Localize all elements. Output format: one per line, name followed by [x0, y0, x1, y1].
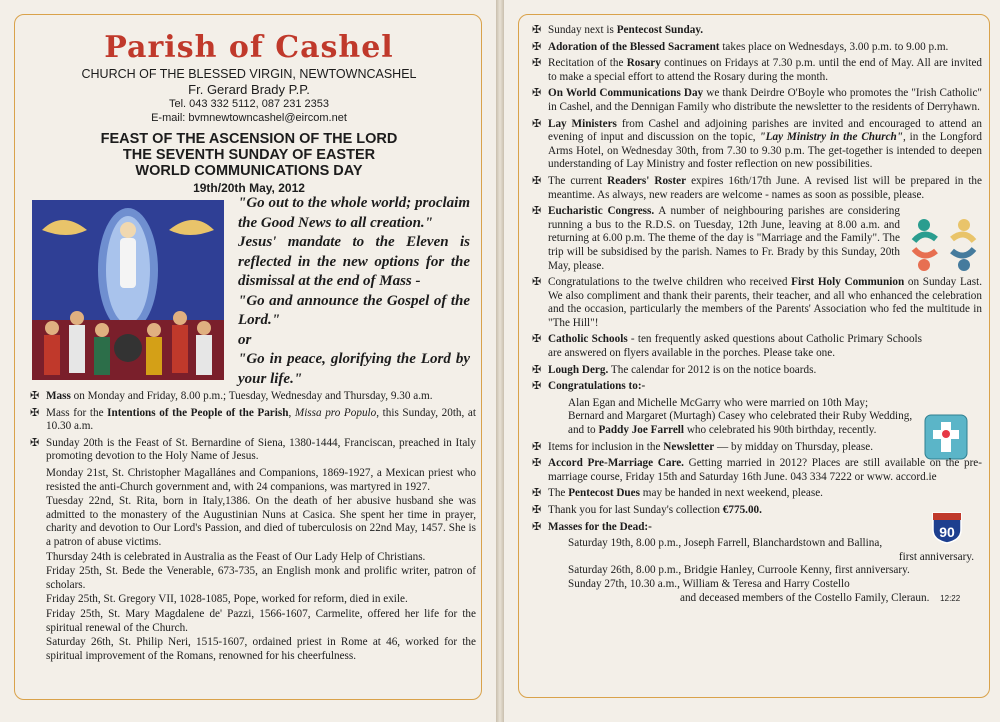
- cross-icon: ✠: [532, 333, 542, 346]
- cross-icon: ✠: [532, 380, 542, 393]
- page-fold: [496, 0, 504, 722]
- saint-friday-mary: Friday 25th, St. Mary Magdalene de' Pazzi, 1566-1607, Carmelite, offered her life for the spiritual renewal of the Church.: [46, 607, 476, 634]
- email: E-mail: bvmnewtowncashel@eircom.net: [151, 112, 347, 124]
- cross-icon: ✠: [532, 87, 542, 100]
- newsletter-header: [14, 22, 484, 195]
- church-name: CHURCH OF THE BLESSED VIRGIN, NEWTOWNCASHEL: [81, 67, 417, 81]
- cross-icon: ✠: [532, 205, 542, 218]
- mass-sunday-27: Sunday 27th, 10.30 a.m., William & Teresa and Harry Costello: [568, 577, 850, 590]
- saint-monday: Monday 21st, St. Christopher Magallánes and Companions, 1869-1927, a Mexican priest who resisted the anti-Church government and, with 24 companions, was martyred in 1927.: [46, 466, 476, 493]
- notice-catholic-schools: ✠ Catholic Schools - ten frequently asked questions about Catholic Primary Schools are answered on flyers available in the porches. Please take one.: [532, 333, 922, 360]
- cross-icon: ✠: [532, 457, 542, 470]
- cross-icon: ✠: [532, 40, 542, 53]
- cross-icon: ✠: [532, 24, 542, 36]
- notice-eucharistic-congress: ✠ Eucharistic Congress. A number of neighbouring parishes are considering running a bus to the R.D.S. on Tuesday, 12th June, leaving at 8.00 a.m. and returning at 6.00 p.m. The theme of the day is "Marriage and the Family". The trip will be subsidised by the parish. Names to Fr. Brady by this Sunday, 20th May, please.: [532, 205, 982, 273]
- notice-collection: ✠ Thank you for last Sunday's collection €775.00.: [532, 504, 762, 516]
- notice-pentecost: ✠ Sunday next is Pentecost Sunday.: [532, 24, 704, 36]
- saint-friday-bede: Friday 25th, St. Bede the Venerable, 673-735, an English monk and prolific writer, patron of scholars.: [46, 565, 476, 591]
- quote-line-1: "Go out to the whole world; proclaim the Good News to all creation.": [238, 195, 470, 231]
- eucharistic-congress-logo-icon: [910, 211, 978, 279]
- notice-first-communion: ✠ Congratulations to the twelve children who received First Holy Communion on Sunday Last. We also compliment and thank their parents, their teacher, and all who enhanced the celebration and the occasion, particularly the members of the Parents' Association who fed the multitude in "The Hill"!: [532, 276, 983, 329]
- cross-icon: ✠: [532, 174, 542, 187]
- priest-name: Fr. Gerard Brady P.P.: [188, 82, 310, 97]
- congrats-ruby-wedding: Bernard and Margaret (Murtagh) Casey who celebrated their Ruby Wedding,: [568, 410, 913, 423]
- parish-title: Parish of Cashel: [104, 30, 394, 65]
- left-notices: [30, 390, 476, 664]
- cross-icon: ✠: [30, 436, 40, 449]
- notice-saints: ✠ Sunday 20th is the Feast of St. Bernardine of Siena, 1380-1444, Franciscan, preached in Italy promoting devotion to the Holy Name of Jesus.: [30, 436, 476, 463]
- cross-icon: ✠: [532, 276, 542, 289]
- cross-icon: ✠: [30, 406, 40, 419]
- saint-friday-gregory: Friday 25th, St. Gregory VII, 1028-1085, Pope, worked for reform, died in exile.: [46, 593, 408, 606]
- feast-title: FEAST OF THE ASCENSION OF THE LORD: [100, 131, 398, 147]
- cross-icon: ✠: [532, 57, 542, 70]
- notice-readers-roster: ✠ The current Readers' Roster expires 16th/17th June. A revised list will be prepared in the meantime. As always, new readers are welcome - names as soon as possible, please.: [532, 174, 982, 201]
- cross-icon: ✠: [532, 440, 542, 453]
- feast-day: WORLD COMMUNICATIONS DAY: [135, 163, 363, 179]
- notice-rosary: ✠ Recitation of the Rosary continues on Fridays at 7.30 p.m. until the end of May. All are invited to make a special effort to attend the Rosary during the month.: [532, 57, 982, 83]
- notice-masses-for-dead: ✠ Masses for the Dead:-: [532, 520, 652, 533]
- quote-line-4: or: [238, 331, 252, 348]
- cross-icon: ✠: [532, 117, 542, 130]
- page-code: 12:22: [940, 593, 961, 603]
- right-notices: [532, 24, 982, 605]
- saint-tuesday: Tuesday 22nd, St. Rita, born in Italy,1386. On the death of her abusive husband she was admitted to the monastery of the Augustinian Nuns at Casica. She spent her time in prayer, charity and devotion to Our Lord's Passion, and died of tuberculosis on 22nd May, 1457. She is a patron of abuse victims.: [46, 495, 476, 548]
- mass-sunday-27-family: and deceased members of the Costello Family, Cleraun. 12:22: [680, 591, 961, 604]
- notice-communications-day: ✠ On World Communications Day we thank Deirdre O'Boyle who promotes the "Irish Catholic" in Cashel, and the Dennigan Family who distribute the newsletter to the residents of Derryhawn.: [532, 87, 982, 113]
- cross-icon: ✠: [30, 390, 40, 402]
- quote-line-3: "Go and announce the Gospel of the Lord.": [238, 292, 470, 328]
- notice-intentions: ✠ Mass for the Intentions of the People of the Parish, Missa pro Populo, this Sunday, 20th, at 10.30 a.m.: [30, 406, 477, 433]
- notice-pentecost-dues: ✠ The Pentecost Dues may be handed in next weekend, please.: [532, 487, 823, 500]
- congrats-birthday: and to Paddy Joe Farrell who celebrated his 90th birthday, recently.: [568, 424, 877, 437]
- gospel-quote: [238, 194, 470, 389]
- left-page: [0, 0, 496, 722]
- route-90-badge-number: 90: [939, 524, 955, 540]
- notice-mass-times: ✠ Mass on Monday and Friday, 8.00 p.m.; Tuesday, Wednesday and Thursday, 9.30 a.m.: [30, 390, 433, 402]
- notice-adoration: ✠ Adoration of the Blessed Sacrament takes place on Wednesdays, 3.00 p.m. to 9.00 p.m.: [532, 40, 949, 53]
- mass-saturday-19-anniversary: first anniversary.: [898, 550, 974, 563]
- quote-line-2: Jesus' mandate to the Eleven is reflected in the new options for the dismissal at the end of Mass -: [238, 234, 470, 289]
- notice-accord: ✠ Accord Pre-Marriage Care. Getting married in 2012? Places are still available on the pre-marriage course, Friday 15th and Saturday 16th June. 043 334 7222 or www. accord.ie: [532, 457, 982, 483]
- telephone: Tel. 043 332 5112, 087 231 2353: [168, 98, 330, 110]
- notice-lay-ministers: ✠ Lay Ministers from Cashel and adjoining parishes are invited and encouraged to attend an evening of input and discussion on the topic, "Lay Ministry in the Church", in the Longford Arms Hotel, on Wednesday 30th, from 7.30 to 9.30 p.m. The get-together is intended to deepen understanding of Lay Ministry and foster reflection on new possibilities.: [532, 117, 983, 171]
- congrats-marriage: Alan Egan and Michelle McGarry who were married on 10th May;: [568, 396, 869, 409]
- notice-newsletter: ✠ Items for inclusion in the Newsletter — by midday on Thursday, please.: [532, 440, 873, 453]
- right-page: [504, 0, 1000, 722]
- saint-thursday: Thursday 24th is celebrated in Australia as the Feast of Our Lady Help of Christians.: [46, 550, 426, 563]
- mass-saturday-26: Saturday 26th, 8.00 p.m., Bridgie Hanley, Curroole Kenny, first anniversary.: [568, 564, 910, 577]
- cross-icon: ✠: [532, 520, 542, 533]
- mass-saturday-19: Saturday 19th, 8.00 p.m., Joseph Farrell, Blanchardstown and Ballina,: [568, 537, 883, 550]
- ascension-artwork: [32, 200, 224, 380]
- saint-saturday: Saturday 26th, St. Philip Neri, 1515-1607, ordained priest in Rome at 46, worked for the spiritual improvement of the Romans, renowned for his cheerfulness.: [46, 636, 476, 662]
- ascension-illustration: [32, 200, 224, 380]
- feast-subtitle: THE SEVENTH SUNDAY OF EASTER: [122, 147, 376, 163]
- newsletter-date: 19th/20th May, 2012: [193, 181, 305, 195]
- cross-icon: ✠: [532, 487, 542, 500]
- notice-congratulations: ✠ Congratulations to:-: [532, 380, 646, 393]
- cross-icon: ✠: [532, 363, 542, 376]
- cross-icon: ✠: [532, 504, 542, 516]
- quote-line-5: "Go in peace, glorifying the Lord by your life.": [238, 351, 470, 387]
- notice-lough-derg: ✠ Lough Derg. The calendar for 2012 is on the notice boards.: [532, 363, 817, 376]
